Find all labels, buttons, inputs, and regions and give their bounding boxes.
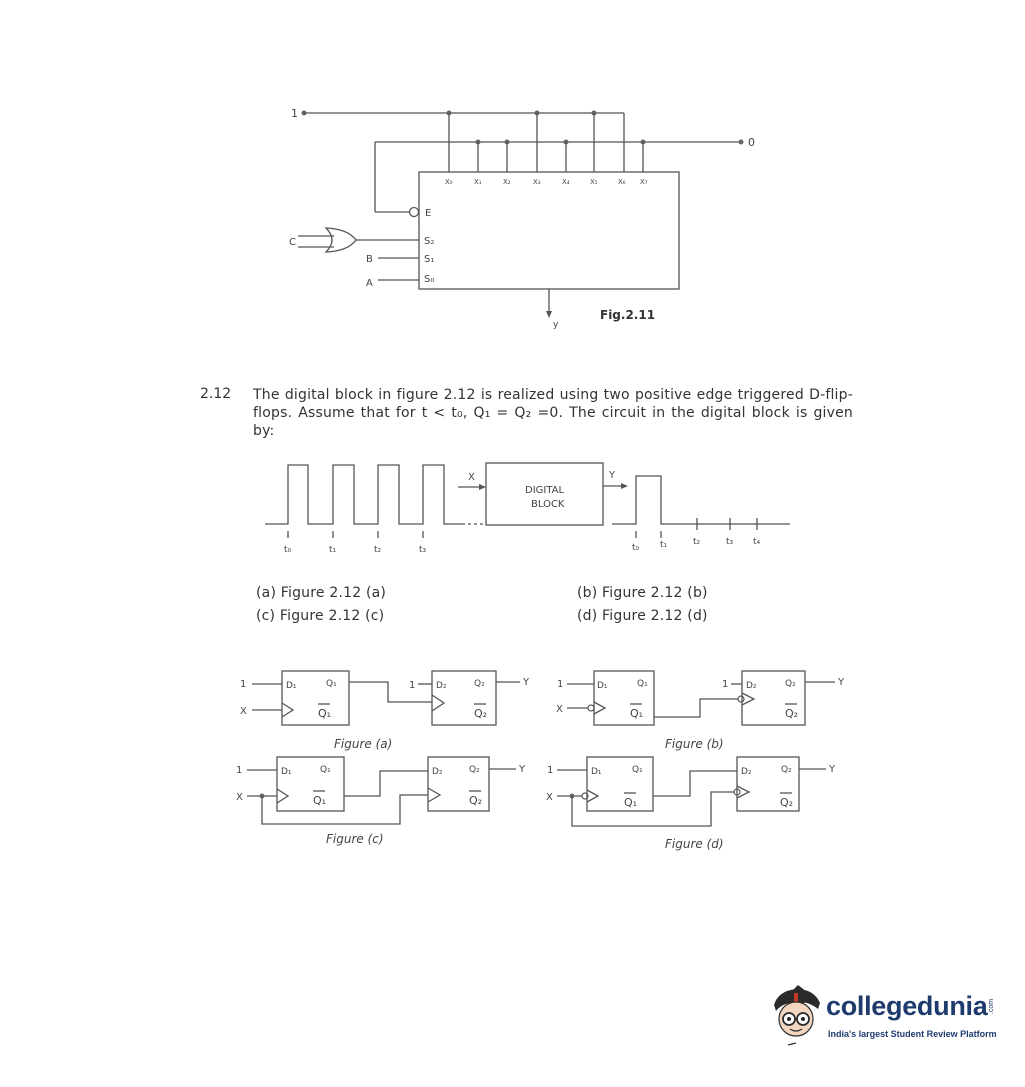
input-one-label: 1 (291, 107, 298, 120)
svg-text:y: y (553, 320, 559, 330)
svg-text:Q₂: Q₂ (785, 679, 796, 689)
svg-text:Y: Y (609, 470, 616, 481)
question-number: 2.12 (200, 386, 232, 402)
svg-text:t₁: t₁ (660, 540, 668, 550)
caption-figure-d: Figure (d) (665, 837, 724, 851)
fig-2-11-caption: Fig.2.11 (600, 308, 656, 322)
collegedunia-logo[interactable] (768, 983, 998, 1058)
circuit-figure-a (240, 671, 530, 725)
mux-box (419, 172, 679, 289)
caption-figure-a: Figure (a) (334, 737, 393, 751)
fig-2-11-mux-diagram (289, 107, 755, 330)
svg-text:Q₂: Q₂ (785, 707, 799, 720)
svg-text:D₁: D₁ (597, 681, 608, 691)
svg-text:D₂: D₂ (432, 767, 443, 777)
svg-text:X₅: X₅ (590, 178, 598, 186)
svg-text:D₂: D₂ (436, 681, 447, 691)
svg-text:1: 1 (547, 765, 554, 776)
svg-text:D₂: D₂ (746, 681, 757, 691)
logo-dotcom: .com (988, 998, 996, 1015)
svg-text:E: E (425, 208, 432, 219)
svg-text:Q₂: Q₂ (781, 765, 792, 775)
option-b[interactable]: (b) Figure 2.12 (b) (577, 585, 708, 601)
svg-text:t₂: t₂ (693, 537, 701, 547)
svg-text:X: X (468, 472, 475, 483)
svg-text:Q₁: Q₁ (326, 679, 337, 689)
svg-text:X₂: X₂ (503, 178, 511, 186)
svg-text:S₁: S₁ (424, 254, 435, 265)
question-text: The digital block in figure 2.12 is realized using two positive edge triggered D-flip-flops. Assume that for t < t₀, Q₁ = Q₂ =0. The circuit in the digital block is given by: (253, 387, 853, 439)
svg-text:Y: Y (523, 677, 530, 688)
svg-text:Q₁: Q₁ (632, 765, 643, 775)
svg-text:S₀: S₀ (424, 274, 435, 285)
svg-text:1: 1 (409, 680, 416, 691)
svg-text:t₁: t₁ (329, 545, 337, 555)
svg-text:Q₂: Q₂ (780, 796, 794, 809)
circuit-figure-b (556, 671, 845, 725)
svg-text:S₂: S₂ (424, 236, 435, 247)
mascot-icon (768, 983, 828, 1058)
svg-text:1: 1 (236, 765, 243, 776)
svg-text:t₃: t₃ (419, 545, 427, 555)
svg-text:1: 1 (722, 679, 729, 690)
svg-text:t₄: t₄ (753, 537, 761, 547)
svg-text:D₁: D₁ (286, 681, 297, 691)
svg-text:Y: Y (829, 764, 836, 775)
caption-figure-c: Figure (c) (326, 832, 384, 846)
svg-text:Q₂: Q₂ (469, 794, 483, 807)
svg-text:Y: Y (519, 764, 526, 775)
svg-text:1: 1 (240, 679, 247, 690)
svg-text:Q₂: Q₂ (474, 679, 485, 689)
svg-text:Q₁: Q₁ (637, 679, 648, 689)
logo-tagline: India's largest Student Review Platform (828, 1029, 997, 1039)
svg-text:t₀: t₀ (284, 545, 292, 555)
option-d[interactable]: (d) Figure 2.12 (d) (577, 608, 708, 624)
svg-text:Q₁: Q₁ (320, 765, 331, 775)
svg-text:t₃: t₃ (726, 537, 734, 547)
svg-text:Y: Y (838, 677, 845, 688)
logo-wordmark: collegedunia (826, 991, 988, 1021)
svg-text:t₀: t₀ (632, 543, 640, 553)
svg-text:Q₂: Q₂ (469, 765, 480, 775)
svg-text:X₆: X₆ (618, 178, 626, 186)
svg-text:Q₁: Q₁ (630, 707, 644, 720)
input-zero-label: 0 (748, 136, 755, 149)
svg-text:X: X (236, 792, 243, 803)
svg-text:D₂: D₂ (741, 767, 752, 777)
svg-text:BLOCK: BLOCK (531, 499, 565, 510)
svg-text:X₀: X₀ (445, 178, 453, 186)
svg-text:Q₁: Q₁ (313, 794, 327, 807)
svg-text:DIGITAL: DIGITAL (525, 485, 565, 496)
svg-text:X₄: X₄ (562, 178, 570, 186)
svg-text:D₁: D₁ (281, 767, 292, 777)
caption-figure-b: Figure (b) (665, 737, 724, 751)
circuit-figure-c (236, 757, 526, 824)
svg-text:A: A (366, 278, 373, 289)
svg-text:D₁: D₁ (591, 767, 602, 777)
svg-text:X₇: X₇ (640, 178, 648, 186)
svg-text:X: X (546, 792, 553, 803)
svg-text:Q₁: Q₁ (624, 796, 638, 809)
svg-text:X₃: X₃ (533, 178, 541, 186)
circuit-figure-d (546, 757, 836, 826)
svg-text:1: 1 (557, 679, 564, 690)
svg-text:X: X (240, 706, 247, 717)
svg-text:Q₂: Q₂ (474, 707, 488, 720)
svg-text:C: C (289, 237, 296, 248)
svg-text:Q₁: Q₁ (318, 707, 332, 720)
timing-diagram (265, 463, 790, 555)
svg-text:B: B (366, 254, 373, 265)
svg-text:X₁: X₁ (474, 178, 482, 186)
svg-text:X: X (556, 704, 563, 715)
option-c[interactable]: (c) Figure 2.12 (c) (256, 608, 385, 624)
svg-text:t₂: t₂ (374, 545, 382, 555)
option-a[interactable]: (a) Figure 2.12 (a) (256, 585, 387, 601)
